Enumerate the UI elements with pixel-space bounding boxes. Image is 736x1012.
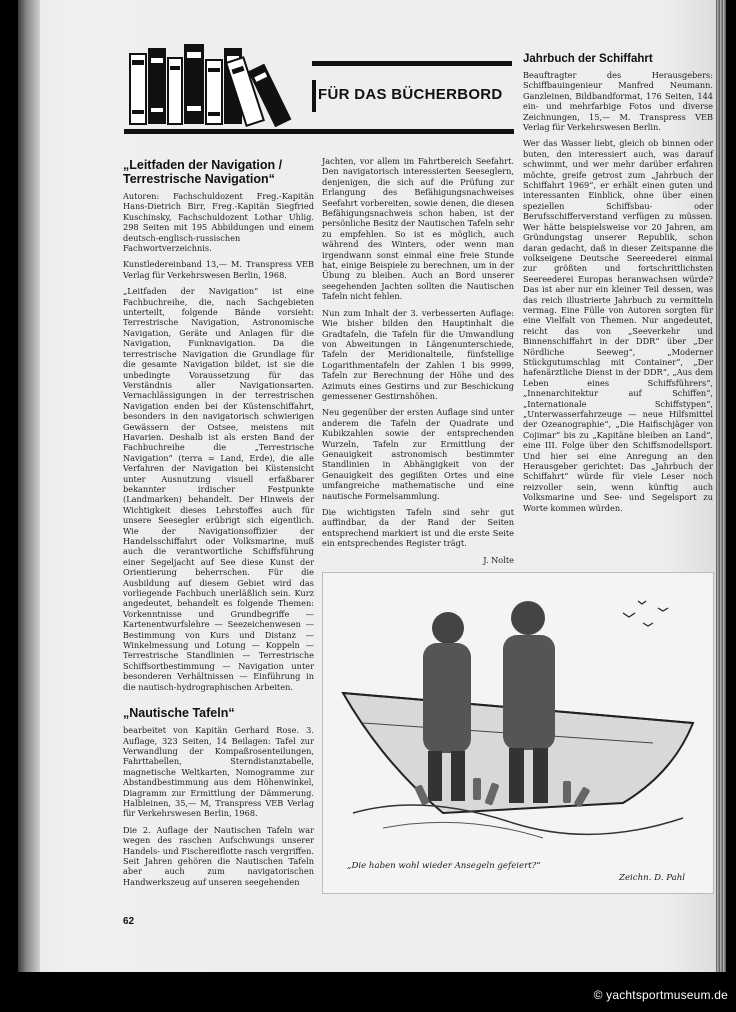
article2-info: bearbeitet von Kapitän Gerhard Rose. 3. Auflage, 323 Seiten, 14 Beilagen: Tafel zur Verwandlung der Kompaßrosenteilungen, Fahrttabellen, Sterndistanztabelle, magnetische Weltkarten, Nomogramme zur Abstandbestimmung aus dem Höhenwinkel, Diagramm zur Ermittlung der Dämmerung. Halbleinen, 35,— M, Transpress VEB Verlag für Verkehrswesen Berlin, 1968.	[123, 725, 314, 819]
credit-text: © yachtsportmuseum.de	[593, 988, 728, 1002]
header-rule-bottom	[124, 129, 514, 134]
book-spine	[18, 0, 40, 972]
books-illustration	[128, 42, 304, 130]
col2-signature: J. Nolte	[483, 554, 514, 565]
sailor-right-head	[511, 601, 545, 635]
col2-paragraph-3: Neu gegenüber der ersten Auflage sind unter anderem die Tafeln der Quadrate und Kubikzahlen sowie der entsprechenden Wurzeln, Tafeln zur Ermittlung der Genauigkeit astronomisch bestimmter Standlinien in Abhängigkeit von der Genauigkeit des gegißten Ortes und eine umfangreiche mathematische und eine nautische Formelsammlung.	[322, 407, 514, 501]
column-3	[523, 70, 713, 519]
sailor-left-head	[432, 612, 464, 644]
col2-paragraph-1: Jachten, vor allem im Fahrtbereich Seefahrt. Den navigatorisch interessierten Seeseglern, denjenigen, die sich auf die Prüfung zur Erlangung des Befähigungsnachweises Seefahrt vorbereiten, sowie denen, die diesen Befähigungsnachweis schon haben, ist der persönliche Besitz der Nautischen Tafeln sehr zu empfehlen. So ist es möglich, auch während des Winters, oder wenn man irgendwann sonst einmal eine freie Stunde hat, einige Beispiele zu berechnen, um in der Übung zu bleiben. Auch an Bord unserer seegehenden Jachten sollten die Nautischen Tafeln nicht fehlen.	[322, 156, 514, 302]
article3-info: Beauftragter des Herausgebers: Schiffbauingenieur Manfred Neumann. Ganzleinen, Bildbandformat, 176 Seiten, 144 ein- und mehrfarbige Fotos und diverse Zeichnungen, 15,— M. Transpress VEB Verlag für Verkehrswesen Berlin.	[523, 70, 713, 133]
sailor-right	[503, 635, 555, 750]
page-number: 62	[123, 916, 135, 927]
sailor-left	[423, 643, 471, 753]
col2-paragraph-4: Die wichtigsten Tafeln sind sehr gut auffindbar, da der Rand der Seiten entsprechend markiert ist und die erste Seite ein entsprechendes Register trägt.	[322, 507, 514, 549]
jahrbuch-title: Jahrbuch der Schiffahrt	[523, 53, 653, 65]
article1-price: Kunstledereinband 13,— M. Transpress VEB Verlag für Verkehrswesen Berlin, 1968.	[123, 259, 314, 280]
article1-body: „Leitfaden der Navigation“ ist eine Fachbuchreihe, die, nach Sachgebieten unterteilt, folgende Bände vorsieht: Terrestrische Navigation, Astronomische Navigation, Geräte und Anlagen für die Navigation, Funknavigation. Da die terrestrische Navigation die Grundlage für die gesamte Navigation bildet, ist sie die unbedingte Voraussetzung für das Verständnis aller Navigationsarten. Vernachlässigungen in der terrestrischen Navigation enden bei der Küstenschiffahrt, besonders in den navigatorisch schwierigen Gewässern der Ostsee, meistens mit Havarien. Deshalb ist als ersten Band der Fachbuchreihe die „Terrestrische Navigation“ (terra = Land, Erde), die alle Verfahren der Navigation bei Küstensicht unter Ausnutzung visuell erfaßbarer bekannter irdischer Festpunkte (Landmarken) behandelt. Der Hinweis der Wichtigkeit dieses Lehrstoffes auch für unsere Seesegler erübrigt sich eigentlich. Wie der Navigationsoffizier der Handelsschiffahrt oder Volksmarine, muß auch die verantwortliche Schiffsführung einer Segeljacht auf See diese Kunst der Orientierung beherrschen. Für die Ausbildung auf diesem Gebiet wird das vorliegende Fachbuch unerläßlich sein. Kurz angedeutet, behandelt es folgende Themen: Vorkenntnisse und Grundbegriffe — Kartenentwurfslehre — Seezeichenwesen — Bestimmung von Kurs und Distanz — Winkelmessung und Lotung — Koppeln — Terrestrische Standlinien — Terrestrische Schiffsortbestimmung — Navigation unter besonderen Verhältnissen — Einführung in die nautisch-hydrographischen Arbeiten.	[123, 286, 314, 692]
article2-title: „Nautische Tafeln“	[123, 706, 235, 721]
birds	[623, 601, 668, 626]
column-1	[123, 158, 314, 893]
cartoon-artist: Zeichn. D. Pahl	[619, 873, 686, 883]
page-edges	[716, 0, 726, 972]
article1-title: „Leitfaden der Navigation / Terrestrische Navigation“	[123, 158, 283, 186]
cartoon-caption: „Die haben wohl wieder Ansegeln gefeiert?“	[347, 861, 541, 871]
header-rule-left	[312, 80, 316, 112]
article1-authors: Autoren: Fachschuldozent Freg.-Kapitän Hans-Dietrich Birr, Freg.-Kapitän Siegfried Kuschinsky, Fachschuldozent Lothar Uhlig. 298 Seiten mit 195 Abbildungen und einem deutsch-englisch-russischen Fachwortverzeichnis.	[123, 191, 314, 254]
column-2	[322, 156, 514, 571]
cartoon-drawing	[323, 573, 713, 858]
col2-paragraph-2: Nun zum Inhalt der 3. verbesserten Auflage: Wie bisher bilden den Hauptinhalt die Gradtafeln, die Tafeln für die Umwandlung von Abweitungen in Längenunterschiede, Tafeln der Meridionalteile, fünfstellige Logarithmentafeln der Zahlen 1 bis 9999, Tafeln zur Berechnung der Höhe und des Azimuts eines Gestirns und zur Beschickung gemessener Gestirnshöhen.	[322, 307, 514, 401]
section-title: FÜR DAS BÜCHERBORD	[318, 86, 503, 103]
cartoon-frame	[322, 572, 714, 894]
article2-body: Die 2. Auflage der Nautischen Tafeln war wegen des raschen Aufschwungs unserer Handels- und Fischereiflotte rasch vergriffen. Seit Jahren gehören die Nautischen Tafeln aber auch zum navigatorischen Handwerkszeug auf unseren seegehenden	[123, 824, 314, 887]
article3-body: Wer das Wasser liebt, gleich ob binnen oder buten, den interessiert auch, was darauf schwimmt, und wer mehr darüber erfahren möchte, greife getrost zum „Jahrbuch der Schiffahrt 1969“, er erhält einen guten und interessanten Einblick, ohne über einen speziellen Schiffsbau- oder Berufsschifferverstand verfügen zu müssen. Wer hätte beispielsweise vor 20 Jahren, am Gründungstag unserer Republik, schon daran gedacht, daß in dieser Zeitspanne die volkseigene Deutsche Seereederei einmal zur größten und fortschrittlichsten Seereederei Europas heranwachsen würde? Das ist aber nur ein kleiner Teil dessen, was das reich illustrierte Jahrbuch zu vermitteln vermag. Eine Fülle von Autoren sorgten für eine Vielfalt von Themen. Nur angedeutet, reicht das von „Seeverkehr und Binnenschiffahrt in der DDR“ über „Der Nördliche Seeweg“, „Moderner Stückgutumschlag mit Container“, „Der hafenärztliche Dienst in der DDR“, „Aus dem Leben eines Schiffsführers“, „Innenarchitektur auf Schiffen“, „Internationale Schiffstypen“, „Unterwasserfahrzeuge — neue Hilfsmittel der Ozeanographie“, „Die Haifischjäger von Cojimar“ bis zu „Kapitäne bleiben an Land“, eine III. Folge über den Schiffsmodellsport. Und hier sei eine Anregung an den Herausgeber gerichtet: Das „Jahrbuch der Schiffahrt“ würde für viele Leser noch reizvoller sein, wenn künftig auch Volksmarine und See- und Segelsport zu Worte kommen würden.	[523, 138, 713, 513]
header-rule-top	[312, 61, 512, 66]
